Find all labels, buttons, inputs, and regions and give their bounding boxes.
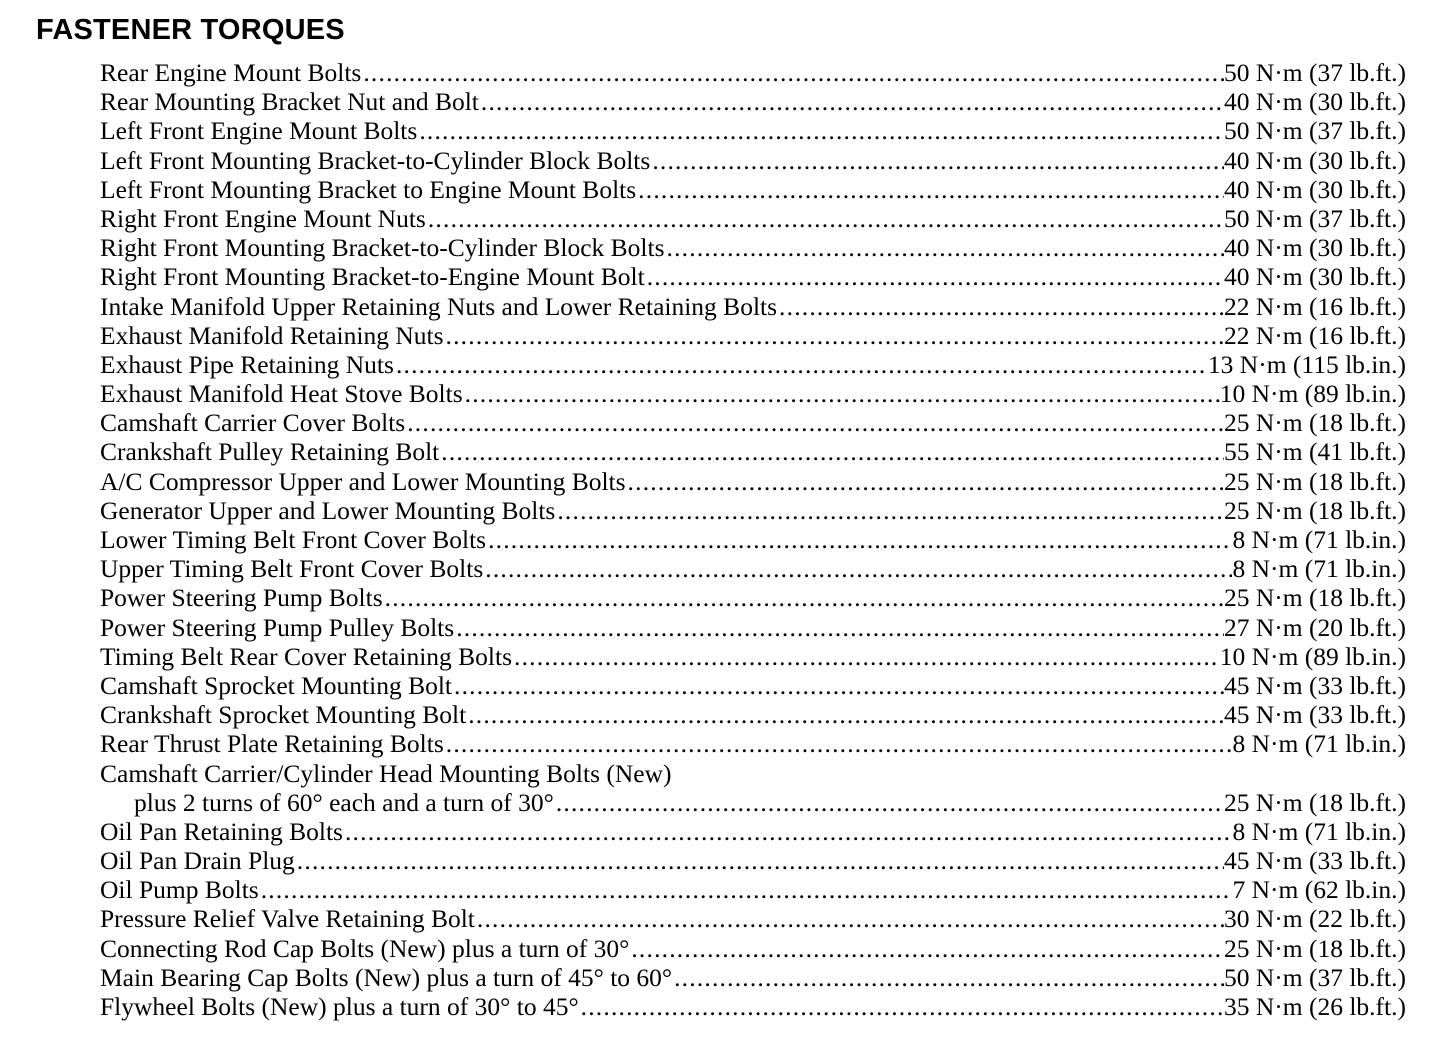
dot-leader [777, 292, 1224, 321]
item-torque-value: 25 N·m (18 lb.ft.) [1223, 787, 1406, 817]
list-item-heading [100, 759, 1406, 788]
dot-leader [452, 671, 1224, 700]
item-label: Rear Thrust Plate Retaining Bolts [100, 729, 444, 759]
item-torque-value: 8 N·m (71 lb.in.) [1232, 554, 1406, 584]
item-torque-value: 25 N·m (18 lb.ft.) [1223, 583, 1406, 613]
item-label: Oil Pump Bolts [100, 875, 259, 905]
list-item [100, 671, 1406, 700]
item-torque-value: 40 N·m (30 lb.ft.) [1223, 233, 1406, 263]
item-torque-value: 25 N·m (18 lb.ft.) [1223, 466, 1406, 496]
list-item [100, 87, 1406, 116]
item-torque-value: 25 N·m (18 lb.ft.) [1223, 933, 1406, 963]
item-label: Upper Timing Belt Front Cover Bolts [100, 554, 484, 584]
list-item [100, 379, 1406, 408]
list-item [100, 233, 1406, 262]
item-label: Intake Manifold Upper Retaining Nuts and Lower Retaining Bolts [100, 291, 778, 321]
item-torque-value: 50 N·m (37 lb.ft.) [1223, 58, 1406, 87]
dot-leader [439, 437, 1224, 466]
item-label: Crankshaft Pulley Retaining Bolt [100, 437, 440, 467]
dot-leader [426, 204, 1224, 233]
item-torque-value: 22 N·m (16 lb.ft.) [1223, 291, 1406, 321]
dot-leader [417, 116, 1224, 145]
list-item [100, 875, 1406, 904]
dot-leader [672, 963, 1224, 992]
item-torque-value: 50 N·m (37 lb.ft.) [1223, 962, 1406, 992]
item-label: Exhaust Manifold Heat Stove Bolts [100, 379, 463, 409]
item-label: Exhaust Pipe Retaining Nuts [100, 349, 394, 379]
list-item [100, 146, 1406, 175]
dot-leader [486, 525, 1232, 554]
item-torque-value: 40 N·m (30 lb.ft.) [1223, 87, 1406, 117]
dot-leader [645, 262, 1224, 291]
item-label: Left Front Mounting Bracket to Engine Mount Bolts [100, 174, 637, 204]
item-torque-value: 30 N·m (22 lb.ft.) [1223, 904, 1406, 934]
item-torque-value: 40 N·m (30 lb.ft.) [1223, 145, 1406, 175]
dot-leader [454, 613, 1224, 642]
item-torque-value: 8 N·m (71 lb.in.) [1232, 729, 1406, 759]
dot-leader [444, 729, 1233, 758]
item-label: Right Front Mounting Bracket-to-Engine Mount Bolt [100, 262, 645, 292]
list-item [100, 408, 1406, 437]
torque-list [100, 58, 1406, 1021]
list-item [100, 350, 1406, 379]
list-item [100, 846, 1406, 875]
dot-leader [665, 233, 1224, 262]
item-label: Left Front Engine Mount Bolts [100, 116, 418, 146]
item-label: Timing Belt Rear Cover Retaining Bolts [100, 641, 513, 671]
list-item [100, 554, 1406, 583]
dot-leader [483, 554, 1232, 583]
dot-leader [629, 934, 1224, 963]
list-item [100, 613, 1406, 642]
list-item [100, 437, 1406, 466]
dot-leader [343, 817, 1233, 846]
item-label: Oil Pan Retaining Bolts [100, 816, 343, 846]
list-item [100, 904, 1406, 933]
item-label: Main Bearing Cap Bolts (New) plus a turn of 45° to 60° [100, 962, 673, 992]
item-torque-value: 13 N·m (115 lb.in.) [1207, 349, 1406, 379]
item-torque-value: 8 N·m (71 lb.in.) [1232, 816, 1406, 846]
list-item [100, 496, 1406, 525]
item-torque-value: 25 N·m (18 lb.ft.) [1223, 408, 1406, 438]
item-label: Pressure Relief Valve Retaining Bolt [100, 904, 475, 934]
item-torque-value: 10 N·m (89 lb.in.) [1219, 379, 1406, 409]
item-label: Rear Mounting Bracket Nut and Bolt [100, 87, 479, 117]
dot-leader [295, 846, 1224, 875]
item-torque-value: 50 N·m (37 lb.ft.) [1223, 203, 1406, 233]
item-torque-value: 50 N·m (37 lb.ft.) [1223, 116, 1406, 146]
item-torque-value: 27 N·m (20 lb.ft.) [1223, 612, 1406, 642]
item-torque-value: 40 N·m (30 lb.ft.) [1223, 174, 1406, 204]
item-torque-value: 10 N·m (89 lb.in.) [1219, 641, 1406, 671]
list-item [100, 788, 1406, 817]
list-item [100, 817, 1406, 846]
list-item [100, 963, 1406, 992]
item-label: Right Front Engine Mount Nuts [100, 203, 426, 233]
list-item [100, 642, 1406, 671]
list-item [100, 700, 1406, 729]
list-item [100, 729, 1406, 758]
item-label: Power Steering Pump Bolts [100, 583, 383, 613]
item-label: Power Steering Pump Pulley Bolts [100, 612, 455, 642]
dot-leader [383, 583, 1224, 612]
dot-leader [636, 175, 1224, 204]
list-item [100, 58, 1406, 87]
dot-leader [394, 350, 1208, 379]
item-torque-value: 7 N·m (62 lb.in.) [1232, 875, 1406, 905]
dot-leader [579, 992, 1224, 1021]
item-torque-value: 55 N·m (41 lb.ft.) [1223, 437, 1406, 467]
item-label: Crankshaft Sprocket Mounting Bolt [100, 700, 467, 730]
item-torque-value: 45 N·m (33 lb.ft.) [1223, 670, 1406, 700]
item-label: Generator Upper and Lower Mounting Bolts [100, 495, 556, 525]
dot-leader [626, 467, 1224, 496]
item-torque-value: 45 N·m (33 lb.ft.) [1223, 700, 1406, 730]
list-item [100, 467, 1406, 496]
item-label: Rear Engine Mount Bolts [100, 58, 362, 87]
dot-leader [650, 146, 1224, 175]
list-item [100, 116, 1406, 145]
item-torque-value: 25 N·m (18 lb.ft.) [1223, 495, 1406, 525]
item-label: Lower Timing Belt Front Cover Bolts [100, 525, 487, 554]
dot-leader [361, 58, 1224, 87]
dot-leader [466, 700, 1224, 729]
item-label: Exhaust Manifold Retaining Nuts [100, 320, 444, 350]
list-item [100, 204, 1406, 233]
item-label: Camshaft Sprocket Mounting Bolt [100, 670, 453, 700]
dot-leader [463, 379, 1220, 408]
list-item [100, 175, 1406, 204]
item-label: Oil Pan Drain Plug [100, 846, 295, 876]
page-title: FASTENER TORQUES [36, 14, 345, 46]
list-item [100, 292, 1406, 321]
item-label: Connecting Rod Cap Bolts (New) plus a turn of 30° [100, 933, 630, 963]
list-item [100, 525, 1406, 554]
dot-leader [475, 904, 1224, 933]
item-label: A/C Compressor Upper and Lower Mounting Bolts [100, 466, 626, 496]
list-item [100, 262, 1406, 291]
item-label: Camshaft Carrier/Cylinder Head Mounting Bolts (New) [100, 758, 672, 788]
list-item [100, 583, 1406, 612]
list-item [100, 992, 1406, 1021]
dot-leader [405, 408, 1224, 437]
item-label-continuation: plus 2 turns of 60° each and a turn of 30° [134, 787, 554, 817]
item-label: Camshaft Carrier Cover Bolts [100, 408, 406, 438]
item-torque-value: 22 N·m (16 lb.ft.) [1223, 320, 1406, 350]
dot-leader [512, 642, 1220, 671]
list-item [100, 321, 1406, 350]
item-torque-value: 8 N·m (71 lb.in.) [1232, 525, 1406, 554]
dot-leader [554, 788, 1224, 817]
item-torque-value: 40 N·m (30 lb.ft.) [1223, 262, 1406, 292]
dot-leader [444, 321, 1224, 350]
list-item [100, 934, 1406, 963]
dot-leader [555, 496, 1224, 525]
item-label: Flywheel Bolts (New) plus a turn of 30° to 45° [100, 992, 579, 1021]
dot-leader [259, 875, 1233, 904]
dot-leader [479, 87, 1224, 116]
item-torque-value: 35 N·m (26 lb.ft.) [1223, 992, 1406, 1021]
item-torque-value: 45 N·m (33 lb.ft.) [1223, 846, 1406, 876]
item-label: Left Front Mounting Bracket-to-Cylinder Block Bolts [100, 145, 651, 175]
item-label: Right Front Mounting Bracket-to-Cylinder Block Bolts [100, 233, 665, 263]
